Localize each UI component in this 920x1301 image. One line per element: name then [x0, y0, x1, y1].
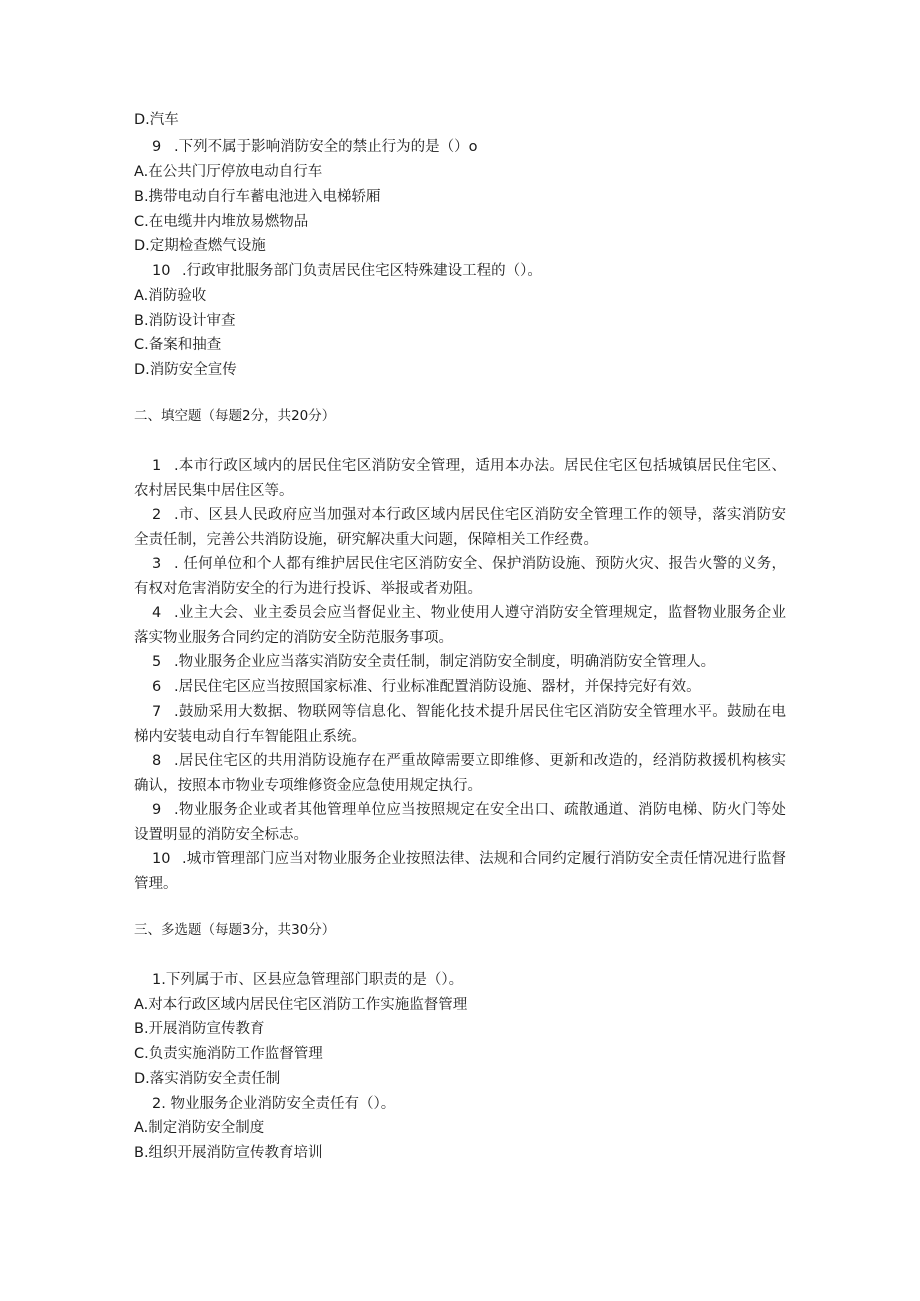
fill-item: 5 .物业服务企业应当落实消防安全责任制，制定消防安全制度，明确消防安全管理人。: [152, 654, 716, 670]
q9-option-c: C.在电缆井内堆放易燃物品: [134, 214, 309, 230]
section-heading-multiple-choice: 三、多选题（每题3分，共30分）: [134, 922, 336, 938]
section-heading-fill-blank: 二、填空题（每题2分，共20分）: [134, 408, 336, 424]
q9-option-a: A.在公共门厅停放电动自行车: [134, 164, 323, 180]
mc-q1-option-b: B.开展消防宣传教育: [134, 1021, 265, 1037]
fill-item: 2 .市、区县人民政府应当加强对本行政区域内居民住宅区消防安全管理工作的领导，落实消防安全责任制，完善公共消防设施，研究解决重大问题，保障相关工作经费。: [134, 507, 786, 548]
fill-item: 9 .物业服务企业或者其他管理单位应当按照规定在安全出口、疏散通道、消防电梯、防火门等处设置明显的消防安全标志。: [134, 802, 786, 843]
mc-q2-option-b: B.组织开展消防宣传教育培训: [134, 1145, 323, 1161]
question-text: .下列不属于影响消防安全的禁止行为的是（）o: [174, 139, 478, 155]
fill-item: 4 .业主大会、业主委员会应当督促业主、物业使用人遵守消防安全管理规定，监督物业服务企业落实物业服务合同约定的消防安全防范服务事项。: [134, 605, 786, 646]
q10-stem: [152, 261, 542, 281]
mc-q2-option-a: A.制定消防安全制度: [134, 1120, 265, 1136]
q9-option-d: D.定期检查燃气设施: [134, 238, 266, 254]
q10-option-a: A.消防验收: [134, 288, 207, 304]
mc-q1-stem: 1.下列属于市、区县应急管理部门职责的是（）。: [152, 972, 464, 988]
q9-stem: [152, 137, 477, 157]
mc-q1-option-a: A.对本行政区域内居民住宅区消防工作实施监督管理: [134, 997, 468, 1013]
mc-q2-stem: 2. 物业服务企业消防安全责任有（）。: [152, 1096, 396, 1112]
q10-option-d: D.消防安全宣传: [134, 362, 237, 378]
mc-q1-option-c: C.负责实施消防工作监督管理: [134, 1046, 323, 1062]
question-text: .行政审批服务部门负责居民住宅区特殊建设工程的（）。: [182, 263, 542, 279]
mc-q1-option-d: D.落实消防安全责任制: [134, 1071, 281, 1087]
q9-option-b: B.携带电动自行车蓄电池进入电梯轿厢: [134, 189, 381, 205]
fill-item: 8 .居民住宅区的共用消防设施存在严重故障需要立即维修、更新和改造的，经消防救援机构核实确认，按照本市物业专项维修资金应急使用规定执行。: [134, 753, 786, 794]
q10-option-b: B.消防设计审查: [134, 313, 236, 329]
fill-item: 6 .居民住宅区应当按照国家标准、行业标准配置消防设施、器材，并保持完好有效。: [152, 679, 701, 695]
question-number: 9: [152, 139, 162, 155]
question-number: 10: [152, 263, 171, 279]
fill-item: 1 .本市行政区域内的居民住宅区消防安全管理，适用本办法。居民住宅区包括城镇居民住宅区、农村居民集中居住区等。: [134, 458, 786, 499]
q8-option-d: D.汽车: [134, 112, 179, 128]
fill-item: 7 .鼓励采用大数据、物联网等信息化、智能化技术提升居民住宅区消防安全管理水平。鼓励在电梯内安装电动自行车智能阻止系统。: [134, 704, 786, 745]
fill-item: 3 . 任何单位和个人都有维护居民住宅区消防安全、保护消防设施、预防火灾、报告火警的义务，有权对危害消防安全的行为进行投诉、举报或者劝阻。: [134, 556, 786, 597]
fill-item: 10 .城市管理部门应当对物业服务企业按照法律、法规和合同约定履行消防安全责任情况进行监督管理。: [134, 851, 786, 892]
q10-option-c: C.备案和抽查: [134, 337, 222, 353]
